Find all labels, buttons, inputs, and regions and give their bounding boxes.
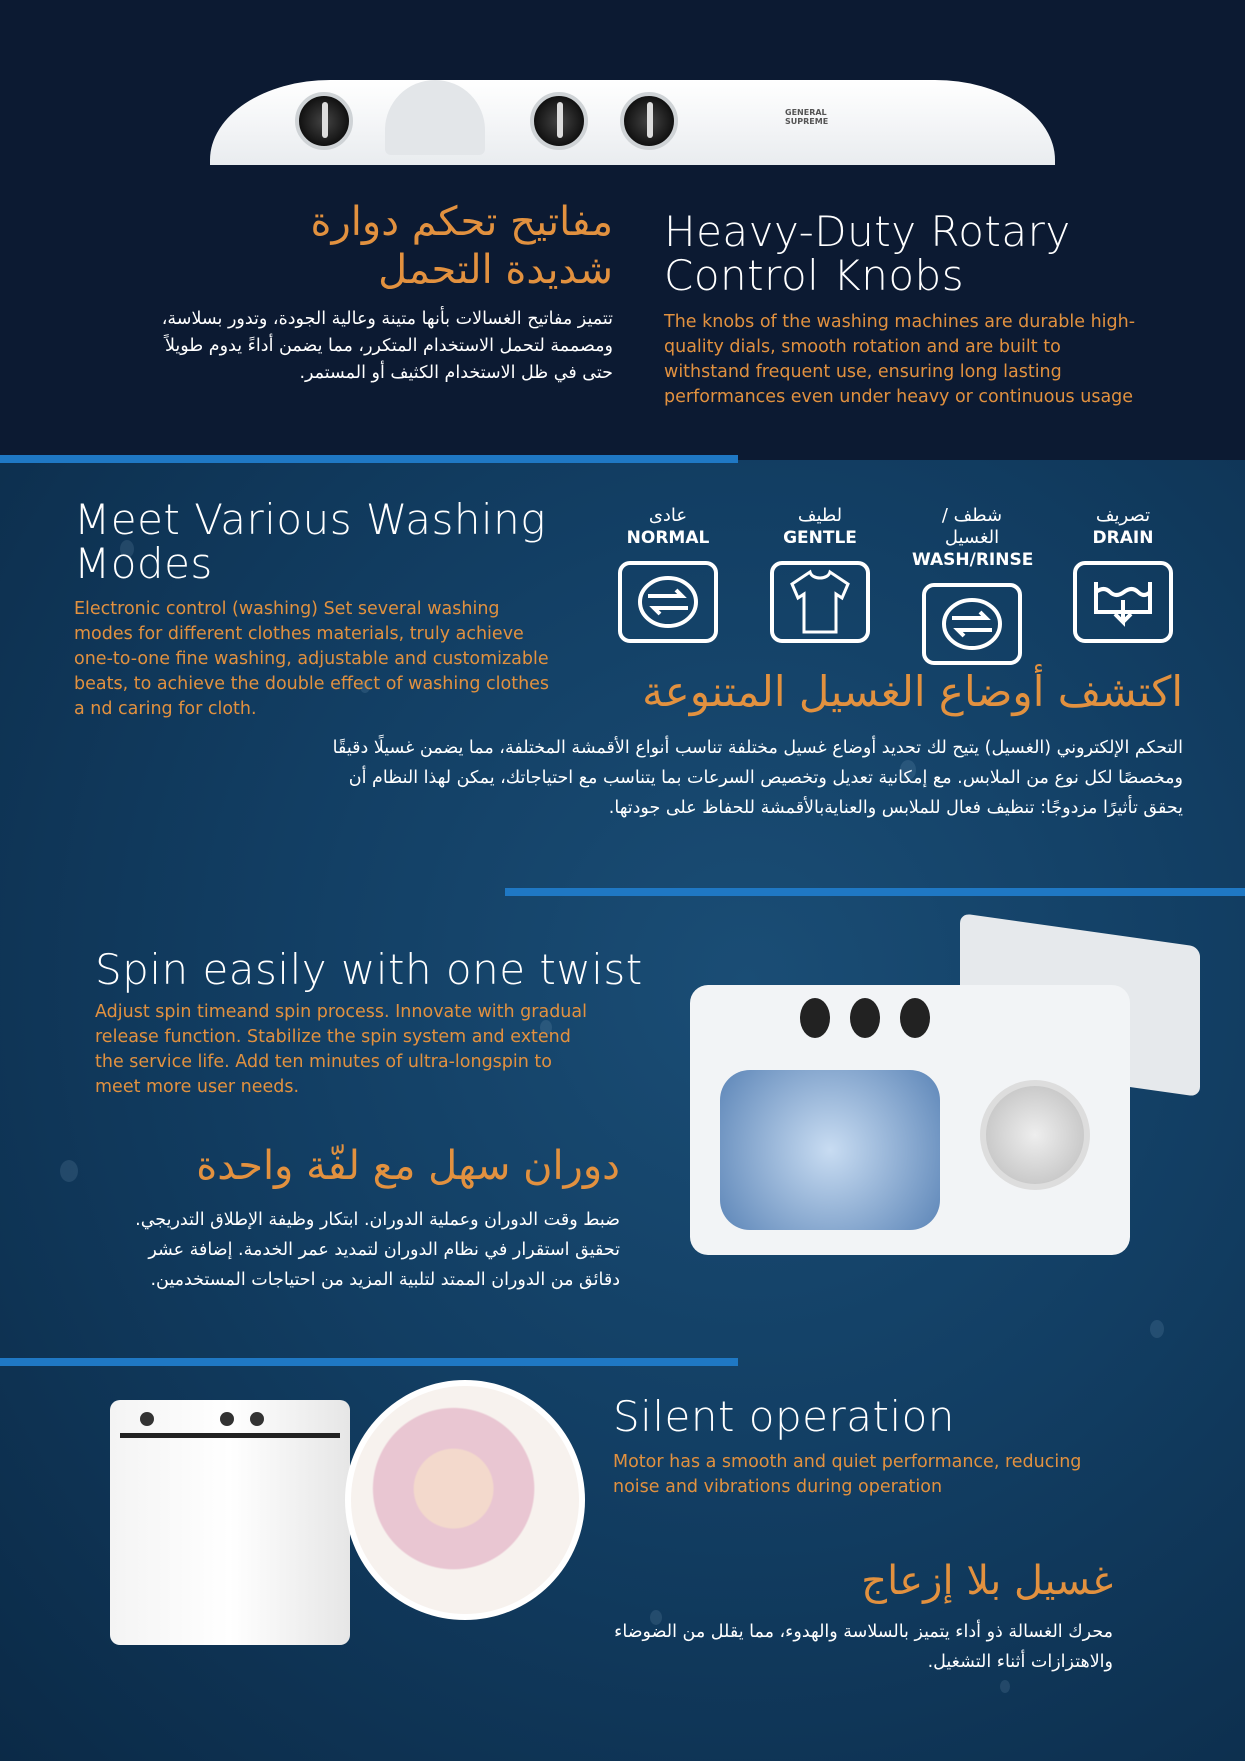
knob [530,92,588,150]
section3-title-ar: دوران سهل مع لفّة واحدة [196,1143,620,1189]
normal-wash-icon [618,561,718,643]
section4-body-ar: محرك الغسالة ذو أداء يتميز بالسلاسة والهدوء، مما يقلل من الضوضاء والاهتزازات أثناء التشغيل. [614,1622,1113,1672]
section1-title-en: Heavy-Duty Rotary Control Knobs [664,207,1071,300]
drain-icon [1073,561,1173,643]
brand-logo: GENERAL SUPREME [785,108,829,126]
section3-body-en: Adjust spin timeand spin process. Innovate with gradual release function. Stabilize the spin system and extend the service life. Add ten minutes of ultra-longspin to meet more user needs. [95,1002,587,1097]
section4-body-en: Motor has a smooth and quiet performance, reducing noise and vibrations during operation [613,1452,1082,1497]
sleeping-baby-image [345,1380,585,1620]
divider-bar [505,888,1245,896]
section1-title-ar: مفاتيح تحكم دوارة شديدة التحمل [310,199,613,293]
section1-body-en: The knobs of the washing machines are durable high-quality dials, smooth rotation and are built to withstand frequent use, ensuring long lasting performances even under heavy or continuous usage [664,312,1136,407]
mode-label-en: WASH/RINSE [912,550,1034,570]
mode-label-ar: لطيف [797,505,843,526]
divider-bar [0,1358,738,1366]
divider-bar [0,455,738,463]
knob [620,92,678,150]
knob [295,92,353,150]
mode-label-ar: تصريف [1095,505,1151,526]
control-panel-image [210,80,1055,165]
section3-title-en: Spin easily with one twist [95,945,643,994]
mode-label-ar: عادى [648,505,688,526]
gentle-wash-icon [770,561,870,643]
section4-title-en: Silent operation [613,1392,955,1441]
mode-label-en: DRAIN [1092,528,1154,548]
section2-body-en: Electronic control (washing) Set several washing modes for different clothes materials, truly achieve one-to-one fine washing, adjustable and customizable beats, to achieve the double effect of washing clothes a nd caring for cloth. [74,599,550,719]
section3-body-ar: ضبط وقت الدوران وعملية الدوران. ابتكار وظيفة الإطلاق التدريجي. تحقيق استقرار في نظام الدوران لتمديد عمر الخدمة. إضافة عشر دقائق من الدوران الممتد لتلبية المزيد من احتياجات المستخدمين. [135,1210,620,1290]
section2-title-en: Meet Various Washing Modes [74,495,546,588]
section2-title-ar: اكتشف أوضاع الغسيل المتنوعة [642,667,1183,716]
mode-label-ar: شطف / الغسيل [941,505,1003,548]
mode-normal [608,505,728,643]
mode-drain [1063,505,1183,643]
mode-label-en: NORMAL [626,528,710,548]
mode-wash-rinse [912,505,1032,665]
section4-title-ar: غسيل بلا إزعاج [861,1558,1113,1604]
section2-body-ar: التحكم الإلكتروني (الغسيل) يتيح لك تحديد أوضاع غسيل مختلفة تناسب أنواع الأقمشة المختلفة، مما يضمن غسيلًا دقيقًا ومخصصًا لكل نوع من الملابس. مع إمكانية تعديل وتخصيص السرعات بما يتناسب مع احتياجاتك، يمكن لهذا النظام أن يحقق تأثيرًا مزدوجًا: تنظيف فعال للملابس والعنايةبالأقمشة للحفاظ على جودتها. [332,738,1183,818]
washing-machine-image [110,1400,350,1655]
mode-gentle [760,505,880,643]
wash-rinse-icon [922,583,1022,665]
section1-body-ar: تتميز مفاتيح الغسالات بأنها متينة وعالية الجودة، وتدور بسلاسة، ومصممة لتحمل الاستخدام المتكرر، مما يضمن أداءً يدوم طويلاً حتى في ظل الاستخدام الكثيف أو المستمر. [161,309,613,383]
washing-machine-open-image [690,930,1200,1260]
mode-label-en: GENTLE [783,528,857,548]
